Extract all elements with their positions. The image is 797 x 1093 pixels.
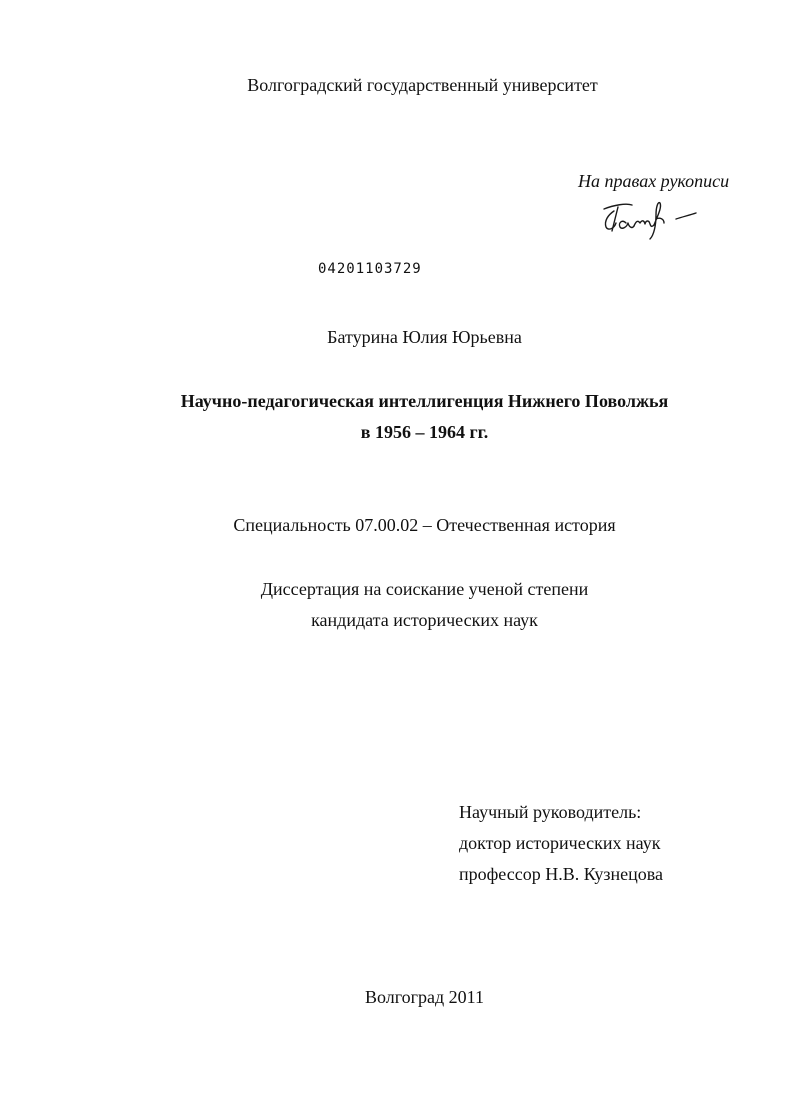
- author-name: Батурина Юлия Юрьевна: [327, 327, 522, 347]
- university-name: Волгоградский государственный университет: [247, 75, 598, 95]
- degree-statement-line-2: кандидата исторических наук: [311, 610, 538, 630]
- advisor-degree: доктор исторических наук: [459, 833, 661, 853]
- scientific-advisor-block: [459, 797, 663, 890]
- dissertation-title-line-2: в 1956 – 1964 гг.: [360, 422, 489, 442]
- city-year: Волгоград 2011: [364, 987, 485, 1007]
- registry-code: 04201103729: [318, 261, 422, 277]
- dissertation-title-line-1: Научно-педагогическая интеллигенция Нижнего Поволжья: [180, 391, 669, 411]
- specialty: Специальность 07.00.02 – Отечественная история: [233, 515, 616, 535]
- advisor-name: профессор Н.В. Кузнецова: [459, 864, 663, 884]
- advisor-label: Научный руководитель:: [459, 802, 642, 822]
- manuscript-note: На правах рукописи: [578, 171, 730, 191]
- handwritten-signature: [596, 193, 700, 245]
- degree-statement-line-1: Диссертация на соискание ученой степени: [260, 579, 589, 599]
